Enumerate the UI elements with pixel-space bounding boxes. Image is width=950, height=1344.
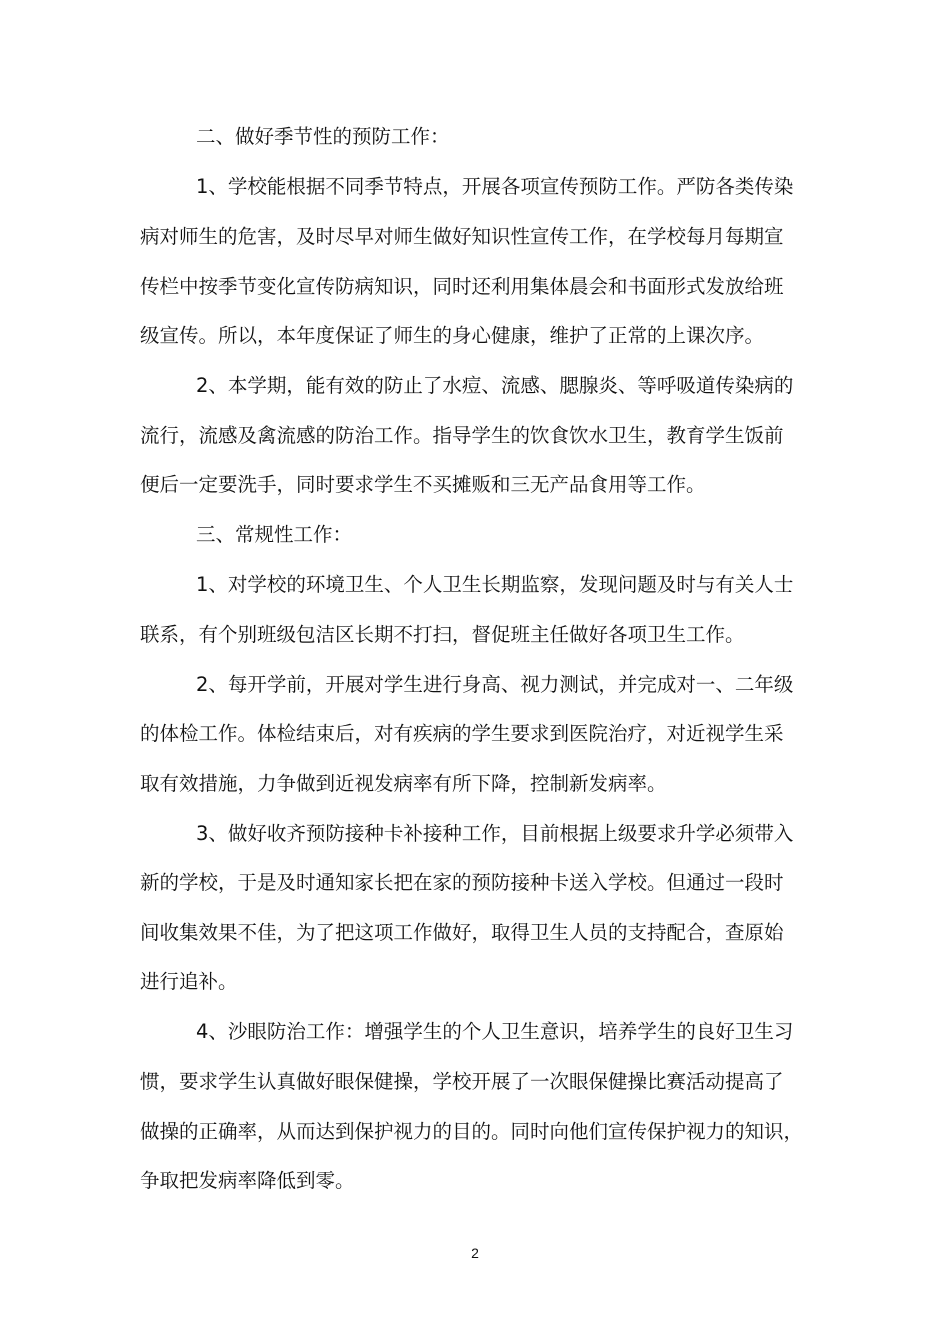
paragraph-line: 惯，要求学生认真做好眼保健操，学校开展了一次眼保健操比赛活动提高了 xyxy=(140,1070,784,1093)
paragraph-line: 2、每开学前，开展对学生进行身高、视力测试，并完成对一、二年级 xyxy=(196,673,794,696)
paragraph-line: 争取把发病率降低到零。 xyxy=(140,1169,355,1192)
page-number: 2 xyxy=(471,1245,479,1261)
paragraph-line: 4、沙眼防治工作：增强学生的个人卫生意识，培养学生的良好卫生习 xyxy=(196,1020,794,1043)
paragraph-line: 级宣传。所以，本年度保证了师生的身心健康，维护了正常的上课次序。 xyxy=(140,324,765,347)
paragraph-line: 新的学校，于是及时通知家长把在家的预防接种卡送入学校。但通过一段时 xyxy=(140,871,784,894)
section-heading-seasonal-prevention: 二、做好季节性的预防工作： xyxy=(196,125,450,148)
paragraph-line: 1、学校能根据不同季节特点，开展各项宣传预防工作。严防各类传染 xyxy=(196,175,794,198)
paragraph-line: 传栏中按季节变化宣传防病知识，同时还利用集体晨会和书面形式发放给班 xyxy=(140,275,784,298)
paragraph-line: 的体检工作。体检结束后，对有疾病的学生要求到医院治疗，对近视学生采 xyxy=(140,722,784,745)
section-heading-routine-work: 三、常规性工作： xyxy=(196,523,353,546)
paragraph-line: 便后一定要洗手，同时要求学生不买摊贩和三无产品食用等工作。 xyxy=(140,473,706,496)
paragraph-line: 间收集效果不佳，为了把这项工作做好，取得卫生人员的支持配合，查原始 xyxy=(140,921,784,944)
paragraph-line: 3、做好收齐预防接种卡补接种工作，目前根据上级要求升学必须带入 xyxy=(196,822,794,845)
paragraph-line: 进行追补。 xyxy=(140,970,238,993)
paragraph-line: 2、本学期，能有效的防止了水痘、流感、腮腺炎、等呼吸道传染病的 xyxy=(196,374,794,397)
paragraph-line: 1、对学校的环境卫生、个人卫生长期监察，发现问题及时与有关人士 xyxy=(196,573,794,596)
paragraph-line: 做操的正确率，从而达到保护视力的目的。同时向他们宣传保护视力的知识， xyxy=(140,1120,804,1143)
paragraph-line: 病对师生的危害，及时尽早对师生做好知识性宣传工作，在学校每月每期宣 xyxy=(140,225,784,248)
paragraph-line: 流行，流感及禽流感的防治工作。指导学生的饮食饮水卫生，教育学生饭前 xyxy=(140,424,784,447)
paragraph-line: 联系，有个别班级包洁区长期不打扫，督促班主任做好各项卫生工作。 xyxy=(140,623,745,646)
paragraph-line: 取有效措施，力争做到近视发病率有所下降，控制新发病率。 xyxy=(140,772,667,795)
